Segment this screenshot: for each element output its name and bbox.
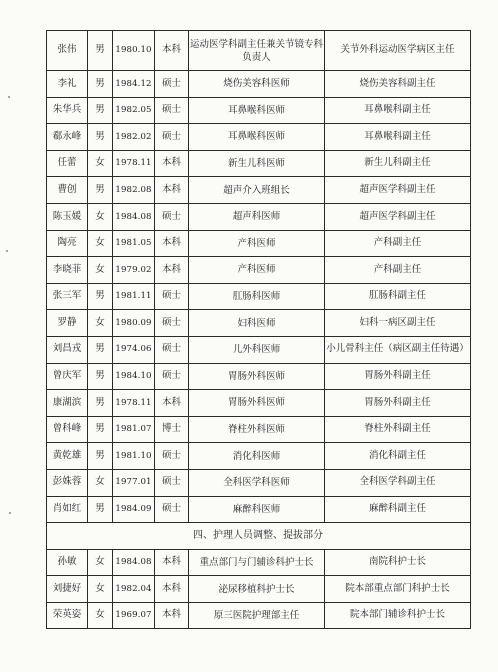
new-position-cell: 肛肠科副主任 [325,283,471,310]
gender-cell: 女 [88,150,113,177]
new-position-cell: 南院科护士长 [325,549,471,576]
gender-cell: 男 [88,336,113,363]
original-position-cell: 烧伤美容科医师 [189,71,325,98]
education-cell: 硕士 [155,203,189,230]
original-position-cell: 产科医师 [189,257,325,284]
birth-date-cell: 1981.05 [113,230,155,257]
table-row [47,363,471,390]
education-cell: 本科 [155,602,189,629]
original-position-cell: 儿外科医师 [189,336,325,363]
original-position-cell: 耳鼻喉科医师 [189,124,325,151]
person-name-cell: 张三军 [47,283,88,310]
new-position-cell: 妇科一病区副主任 [325,310,471,337]
education-cell: 本科 [155,177,189,204]
birth-date-cell: 1969.07 [113,602,155,629]
table-row [47,150,471,177]
table-row [47,310,471,337]
original-position-cell: 肛肠科医师 [189,283,325,310]
birth-date-cell: 1984.10 [113,363,155,390]
original-position-cell: 麻醉科医师 [189,496,325,523]
education-cell: 硕士 [155,363,189,390]
new-position-cell: 烧伤美容科副主任 [325,71,471,98]
person-name-cell: 刘昌戎 [47,336,88,363]
gender-cell: 男 [88,177,113,204]
gender-cell: 女 [88,549,113,576]
birth-date-cell: 1978.11 [113,150,155,177]
birth-date-cell: 1982.05 [113,97,155,124]
scan-speck [9,512,11,514]
gender-cell: 男 [88,416,113,443]
birth-date-cell: 1982.02 [113,124,155,151]
original-position-cell: 全科医学科医师 [189,469,325,496]
person-name-cell: 康湖滨 [47,390,88,417]
table-row [47,336,471,363]
education-cell: 硕士 [155,124,189,151]
new-position-cell: 关节外科运动医学病区主任 [325,31,471,71]
section-heading: 四、护理人员调整、提拔部分 [47,523,471,550]
birth-date-cell: 1977.01 [113,469,155,496]
table-row [47,203,471,230]
person-name-cell: 李晓菲 [47,257,88,284]
birth-date-cell: 1982.08 [113,177,155,204]
new-position-cell: 胃肠外科副主任 [325,363,471,390]
birth-date-cell: 1984.12 [113,71,155,98]
table-row [47,257,471,284]
new-position-cell: 超声医学科副主任 [325,203,471,230]
original-position-cell: 胃肠外科医师 [189,390,325,417]
person-name-cell: 郗永峰 [47,124,88,151]
birth-date-cell: 1980.09 [113,310,155,337]
gender-cell: 男 [88,97,113,124]
person-name-cell: 张伟 [47,31,88,71]
education-cell: 本科 [155,549,189,576]
education-cell: 本科 [155,31,189,71]
education-cell: 本科 [155,390,189,417]
original-position-cell: 重点部门与门辅诊科护士长 [189,549,325,576]
birth-date-cell: 1982.04 [113,576,155,603]
education-cell: 硕士 [155,443,189,470]
gender-cell: 女 [88,602,113,629]
person-name-cell: 肖如红 [47,496,88,523]
new-position-cell: 超声医学科副主任 [325,177,471,204]
education-cell: 硕士 [155,71,189,98]
original-position-cell: 泌尿移植科护士长 [189,576,325,603]
person-name-cell: 刘捷好 [47,576,88,603]
table-row [47,496,471,523]
scan-speck [6,250,8,252]
gender-cell: 男 [88,283,113,310]
person-name-cell: 陈玉媛 [47,203,88,230]
original-position-cell: 新生儿科医师 [189,150,325,177]
table-row [47,390,471,417]
birth-date-cell: 1978.11 [113,390,155,417]
gender-cell: 女 [88,310,113,337]
birth-date-cell: 1981.10 [113,443,155,470]
birth-date-cell: 1981.07 [113,416,155,443]
education-cell: 硕士 [155,496,189,523]
staff-appointment-table [46,30,471,629]
table-row [47,31,471,71]
person-name-cell: 李礼 [47,71,88,98]
education-cell: 硕士 [155,283,189,310]
original-position-cell: 妇科医师 [189,310,325,337]
education-cell: 本科 [155,150,189,177]
new-position-cell: 院本部重点部门科护士长 [325,576,471,603]
original-position-cell: 产科医师 [189,230,325,257]
education-cell: 本科 [155,576,189,603]
gender-cell: 男 [88,443,113,470]
birth-date-cell: 1980.10 [113,31,155,71]
person-name-cell: 曾科峰 [47,416,88,443]
appointment-rows-physicians [47,31,471,523]
education-cell: 硕士 [155,336,189,363]
gender-cell: 女 [88,230,113,257]
original-position-cell: 胃肠外科医师 [189,363,325,390]
gender-cell: 男 [88,496,113,523]
table-row [47,230,471,257]
person-name-cell: 任蕾 [47,150,88,177]
person-name-cell: 孙敏 [47,549,88,576]
new-position-cell: 产科副主任 [325,257,471,284]
gender-cell: 女 [88,203,113,230]
new-position-cell: 全科医学科副主任 [325,469,471,496]
table-row [47,283,471,310]
gender-cell: 男 [88,71,113,98]
person-name-cell: 陶亮 [47,230,88,257]
education-cell: 硕士 [155,469,189,496]
gender-cell: 男 [88,363,113,390]
birth-date-cell: 1984.08 [113,549,155,576]
original-position-cell: 原三医院护理部主任 [189,602,325,629]
original-position-cell: 超声介入班组长 [189,177,325,204]
original-position-cell: 脊柱外科医师 [189,416,325,443]
new-position-cell: 耳鼻喉科副主任 [325,124,471,151]
person-name-cell: 荣英姿 [47,602,88,629]
original-position-cell: 超声科医师 [189,203,325,230]
gender-cell: 女 [88,576,113,603]
birth-date-cell: 1979.02 [113,257,155,284]
appointment-rows-nursing [47,549,471,629]
gender-cell: 女 [88,257,113,284]
new-position-cell: 麻醉科副主任 [325,496,471,523]
education-cell: 博士 [155,416,189,443]
gender-cell: 男 [88,31,113,71]
person-name-cell: 曹创 [47,177,88,204]
staff-appointment-table-container [46,30,471,629]
new-position-cell: 脊柱外科副主任 [325,416,471,443]
table-row [47,469,471,496]
gender-cell: 男 [88,124,113,151]
table-row [47,97,471,124]
education-cell: 硕士 [155,97,189,124]
table-row [47,177,471,204]
table-row [47,124,471,151]
gender-cell: 男 [88,390,113,417]
new-position-cell: 胃肠外科副主任 [325,390,471,417]
new-position-cell: 耳鼻喉科副主任 [325,97,471,124]
person-name-cell: 彭姝蓉 [47,469,88,496]
new-position-cell: 消化科副主任 [325,443,471,470]
person-name-cell: 朱华兵 [47,97,88,124]
education-cell: 硕士 [155,310,189,337]
person-name-cell: 曾庆军 [47,363,88,390]
education-cell: 本科 [155,230,189,257]
birth-date-cell: 1974.06 [113,336,155,363]
new-position-cell: 新生儿科副主任 [325,150,471,177]
person-name-cell: 罗静 [47,310,88,337]
original-position-cell: 运动医学科副主任兼关节镜专科负责人 [189,31,325,71]
table-row [47,416,471,443]
table-row [47,576,471,603]
original-position-cell: 消化科医师 [189,443,325,470]
table-row [47,71,471,98]
education-cell: 本科 [155,257,189,284]
birth-date-cell: 1984.08 [113,203,155,230]
gender-cell: 女 [88,469,113,496]
original-position-cell: 耳鼻喉科医师 [189,97,325,124]
birth-date-cell: 1981.11 [113,283,155,310]
section-heading-group [47,523,471,550]
table-row [47,443,471,470]
table-row [47,549,471,576]
new-position-cell: 产科副主任 [325,230,471,257]
scan-speck [8,96,10,98]
table-row [47,602,471,629]
new-position-cell: 小儿骨科主任（病区副主任待遇） [325,336,471,363]
person-name-cell: 黄乾雄 [47,443,88,470]
birth-date-cell: 1984.09 [113,496,155,523]
section-heading-row [47,523,471,550]
new-position-cell: 院本部门辅诊科护士长 [325,602,471,629]
